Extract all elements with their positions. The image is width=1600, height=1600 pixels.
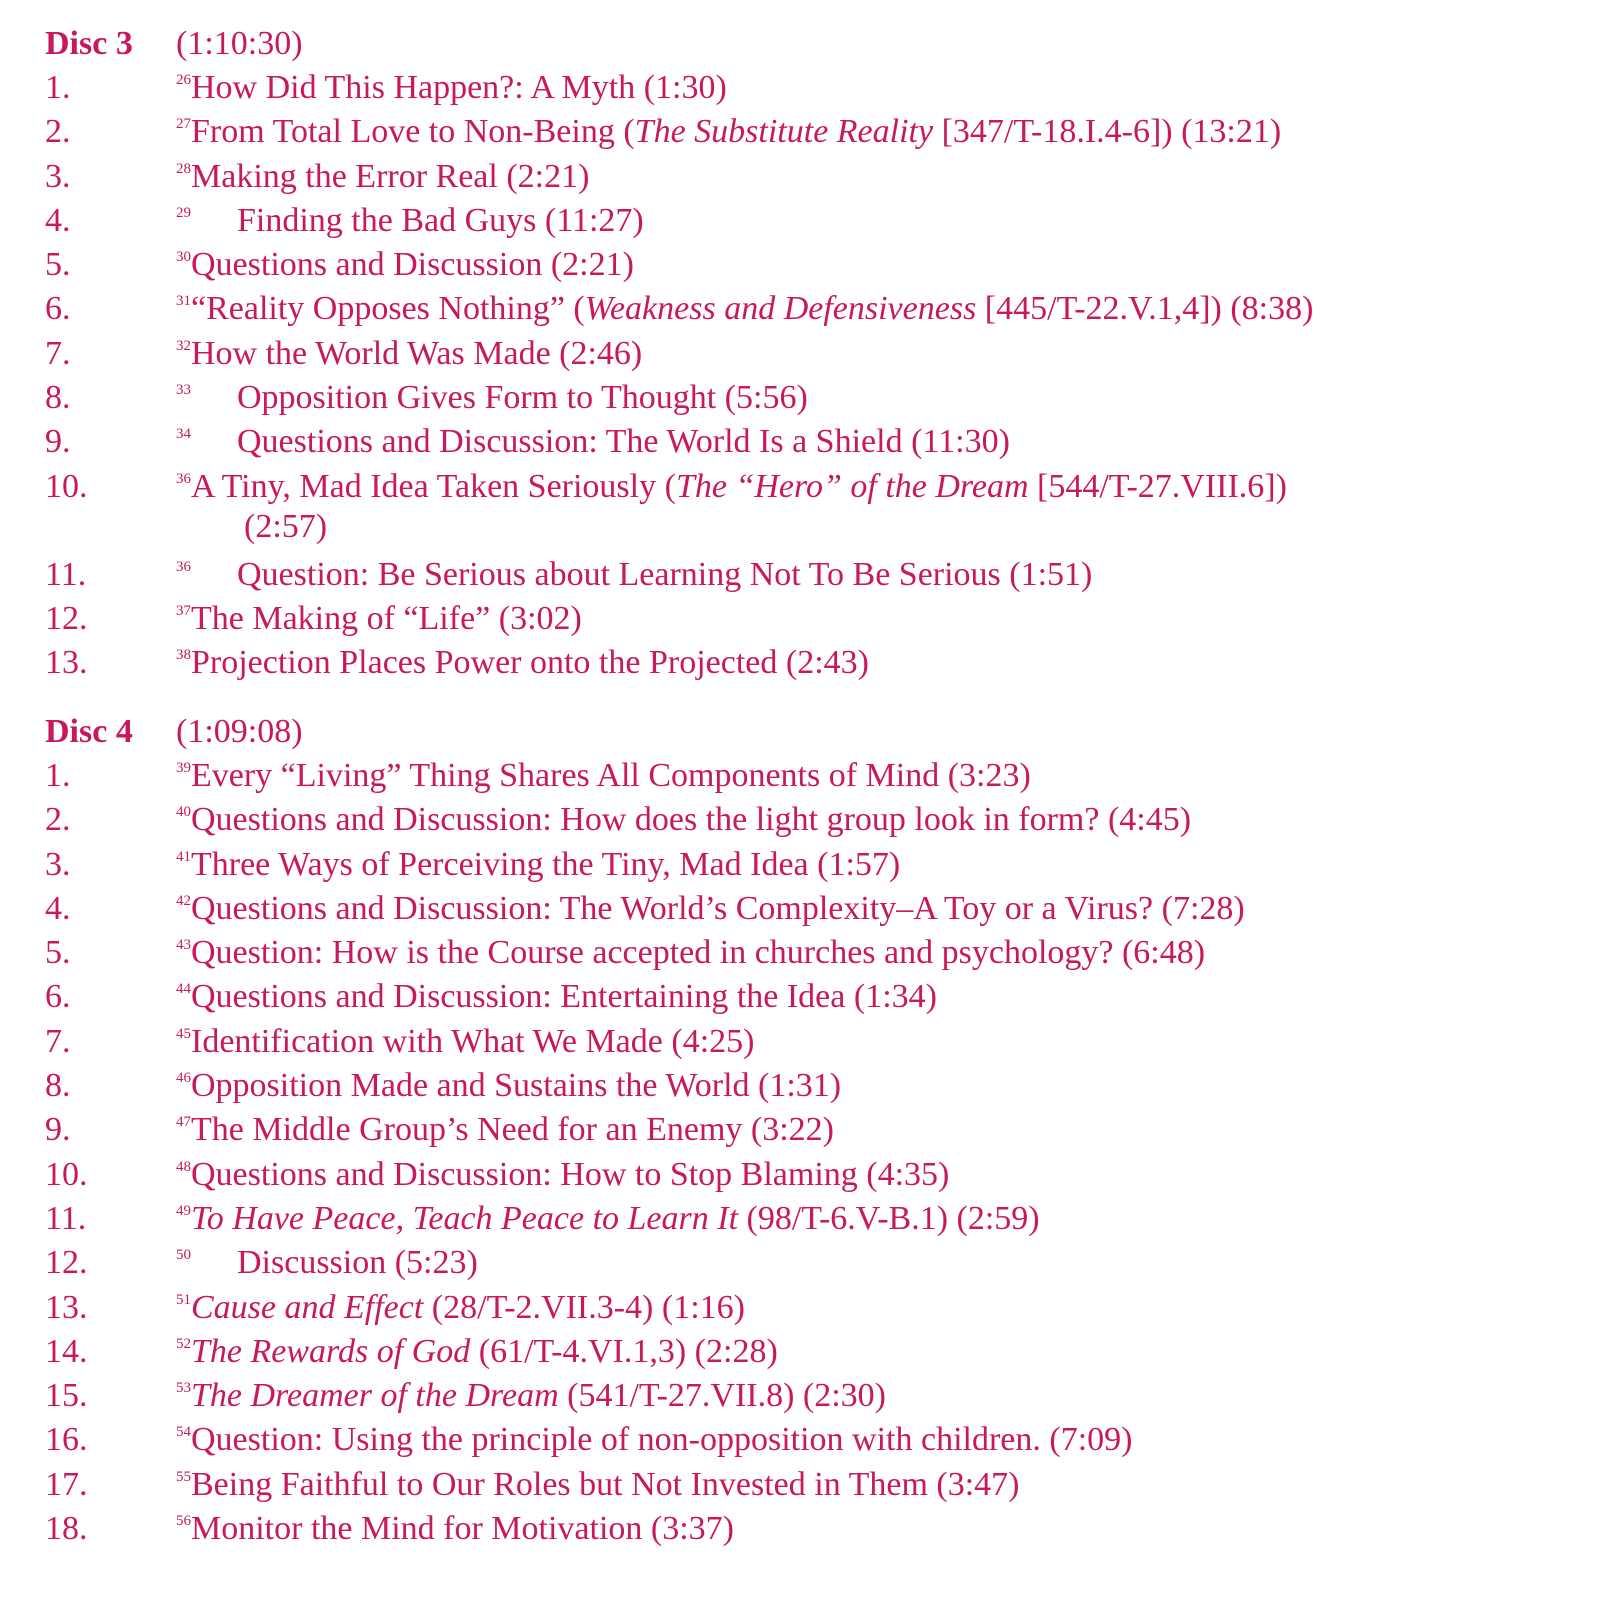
reference-number: 34 — [176, 426, 191, 443]
title-plain-before: From Total Love to Non-Being ( — [191, 113, 635, 151]
track-title — [176, 641, 869, 691]
track-row — [45, 155, 1585, 199]
track-title — [176, 1108, 834, 1158]
track-title-text — [191, 1333, 778, 1370]
track-title — [176, 1020, 754, 1070]
track-row — [45, 1463, 1585, 1507]
track-row — [45, 66, 1585, 110]
reference-number: 30 — [176, 249, 191, 266]
track-title — [176, 66, 727, 116]
title-italic: The Dreamer of the Dream — [191, 1377, 559, 1415]
track-number: 13. — [45, 644, 88, 682]
track-number: 16. — [45, 1421, 88, 1459]
track-title — [176, 155, 589, 205]
track-row — [45, 465, 1585, 553]
track-row — [45, 287, 1585, 331]
track-number: 10. — [45, 467, 88, 505]
reference-number: 42 — [176, 892, 191, 909]
track-number: 17. — [45, 1465, 88, 1503]
track-title-text — [191, 1156, 949, 1193]
reference-number: 49 — [176, 1202, 191, 1219]
track-number: 1. — [45, 69, 71, 106]
reference-number: 32 — [176, 337, 191, 354]
track-title — [176, 1463, 1020, 1513]
track-title-text — [191, 644, 869, 681]
track-number: 3. — [45, 157, 71, 195]
title-plain-before: Opposition Gives Form to Thought (5:56) — [237, 379, 808, 417]
track-title-text — [191, 1111, 834, 1148]
track-number: 4. — [45, 889, 71, 927]
reference-number: 33 — [176, 382, 191, 399]
track-title-text — [191, 69, 727, 106]
reference-number: 27 — [176, 116, 191, 133]
title-plain-before: Three Ways of Perceiving the Tiny, Mad Idea (1:57) — [191, 845, 901, 883]
track-title-text — [191, 1377, 886, 1414]
reference-number: 54 — [176, 1424, 191, 1441]
track-title — [176, 1286, 745, 1336]
track-number: 2. — [45, 113, 71, 151]
track-title — [176, 1064, 841, 1114]
track-title-text — [191, 423, 1010, 460]
title-italic: To Have Peace, Teach Peace to Learn It — [191, 1199, 739, 1237]
title-plain-after: (28/T-2.VII.3-4) (1:16) — [423, 1288, 745, 1326]
track-title-text — [191, 290, 1313, 327]
title-plain-before: Questions and Discussion: How to Stop Blaming (4:35) — [191, 1155, 950, 1193]
disc-3-header — [45, 22, 1585, 66]
reference-number: 56 — [176, 1513, 191, 1530]
title-plain-before: A Tiny, Mad Idea Taken Seriously ( — [191, 467, 676, 505]
title-italic: The Rewards of God — [191, 1332, 471, 1370]
track-number: 10. — [45, 1155, 88, 1193]
track-title-text — [191, 1200, 1040, 1237]
reference-number: 48 — [176, 1158, 191, 1175]
title-plain-before: “Reality Opposes Nothing” ( — [191, 290, 585, 328]
track-title-text — [191, 934, 1205, 971]
track-row — [45, 1286, 1585, 1330]
track-title — [176, 420, 1010, 470]
reference-number: 37 — [176, 602, 191, 619]
title-plain-before: Discussion (5:23) — [237, 1244, 478, 1282]
track-title-text — [191, 1421, 1132, 1458]
track-title-text — [191, 890, 1245, 927]
track-row — [45, 1374, 1585, 1418]
reference-number: 39 — [176, 760, 191, 776]
track-number: 13. — [45, 1288, 88, 1326]
track-title-text — [191, 1510, 734, 1547]
track-row — [45, 243, 1585, 287]
track-title-text — [191, 1289, 745, 1326]
track-title — [176, 1241, 478, 1291]
track-title — [176, 553, 1092, 603]
track-title-text — [191, 379, 808, 416]
title-plain-before: Being Faithful to Our Roles but Not Invested in Them (3:47) — [191, 1465, 1020, 1503]
title-plain-before: Question: Using the principle of non-opposition with children. (7:09) — [191, 1421, 1133, 1459]
track-title — [176, 798, 1191, 848]
track-number: 12. — [45, 599, 88, 637]
track-title — [176, 754, 1031, 804]
title-plain-after: [347/T-18.I.4-6]) (13:21) — [933, 113, 1282, 151]
track-number: 8. — [45, 1067, 71, 1105]
reference-number: 46 — [176, 1070, 191, 1087]
title-italic: The Substitute Reality — [634, 113, 934, 151]
title-italic: The “Hero” of the Dream — [675, 467, 1029, 505]
track-title — [176, 887, 1245, 937]
title-plain-before: Identification with What We Made (4:25) — [191, 1022, 755, 1060]
track-title-text — [191, 335, 642, 372]
reference-number: 29 — [176, 204, 191, 221]
title-plain-before: Questions and Discussion: How does the light group look in form? (4:45) — [191, 801, 1192, 839]
track-row — [45, 1064, 1585, 1108]
track-number: 5. — [45, 934, 71, 972]
track-title-text — [191, 978, 937, 1015]
track-row — [45, 641, 1585, 685]
reference-number: 40 — [176, 804, 191, 821]
track-title-text — [191, 801, 1191, 838]
reference-number: 50 — [176, 1247, 191, 1264]
title-plain-before: Questions and Discussion (2:21) — [191, 246, 634, 284]
track-title-text — [191, 468, 1287, 505]
track-title — [176, 843, 900, 893]
title-plain-before: Questions and Discussion: Entertaining the Idea (1:34) — [191, 978, 937, 1016]
reference-number: 43 — [176, 937, 191, 954]
track-row — [45, 597, 1585, 641]
title-plain-before: Every “Living” Thing Shares All Components of Mind (3:23) — [191, 757, 1031, 794]
track-number: 18. — [45, 1510, 88, 1548]
track-number: 6. — [45, 290, 71, 328]
track-row — [45, 843, 1585, 887]
track-title-text — [191, 1244, 478, 1281]
title-plain-before: How the World Was Made (2:46) — [191, 334, 643, 372]
title-plain-before: Question: Be Serious about Learning Not To Be Serious (1:51) — [237, 555, 1093, 593]
track-row — [45, 420, 1585, 464]
track-title — [176, 376, 808, 426]
track-number: 7. — [45, 1022, 71, 1060]
reference-number: 47 — [176, 1114, 191, 1131]
track-title — [176, 199, 644, 249]
track-number: 11. — [45, 1199, 87, 1237]
track-number: 12. — [45, 1244, 88, 1282]
track-row — [45, 199, 1585, 243]
reference-number: 44 — [176, 981, 191, 998]
disc-3-duration: (1:10:30) — [176, 25, 303, 62]
track-title — [176, 931, 1205, 981]
track-row — [45, 1330, 1585, 1374]
track-title — [176, 1197, 1040, 1247]
track-row — [45, 553, 1585, 597]
disc-3-label: Disc 3 — [45, 25, 133, 62]
track-title-text — [191, 113, 1281, 150]
track-title-text — [191, 556, 1092, 593]
reference-number: 41 — [176, 848, 191, 865]
track-row — [45, 1153, 1585, 1197]
track-title-text — [191, 1023, 754, 1060]
track-title — [176, 287, 1313, 337]
track-title-text — [191, 158, 589, 195]
reference-number: 36 — [176, 558, 191, 575]
track-title-text — [191, 757, 1031, 794]
track-number: 7. — [45, 334, 71, 372]
track-row — [45, 931, 1585, 975]
title-plain-before: The Making of “Life” (3:02) — [191, 599, 582, 637]
track-number: 5. — [45, 246, 71, 284]
disc-3-section — [45, 22, 1585, 686]
disc-4-label: Disc 4 — [45, 713, 133, 750]
disc-4-section — [45, 710, 1585, 1551]
title-plain-before: The Middle Group’s Need for an Enemy (3:22) — [191, 1111, 834, 1149]
track-row — [45, 887, 1585, 931]
reference-number: 26 — [176, 72, 191, 88]
track-title-text — [191, 600, 582, 637]
title-plain-before: Making the Error Real (2:21) — [191, 157, 590, 195]
disc-4-duration: (1:09:08) — [176, 713, 303, 750]
title-plain-before: Projection Places Power onto the Projected (2:43) — [191, 644, 869, 682]
reference-number: 53 — [176, 1380, 191, 1397]
title-plain-after: (541/T-27.VII.8) (2:30) — [558, 1377, 887, 1415]
track-title — [176, 110, 1281, 160]
title-italic: Cause and Effect — [191, 1288, 424, 1326]
title-plain-before: How Did This Happen?: A Myth (1:30) — [191, 69, 727, 106]
track-row — [45, 110, 1585, 154]
title-plain-before: Questions and Discussion: The World Is a Shield (11:30) — [237, 423, 1010, 461]
title-italic: Weakness and Defensiveness — [584, 290, 977, 328]
track-row — [45, 1108, 1585, 1152]
reference-number: 45 — [176, 1025, 191, 1042]
disc-3-track-list — [45, 66, 1585, 686]
track-number: 15. — [45, 1377, 88, 1415]
title-plain-before: Finding the Bad Guys (11:27) — [237, 201, 644, 239]
track-number: 14. — [45, 1332, 88, 1370]
title-plain-before: Question: How is the Course accepted in churches and psychology? (6:48) — [191, 934, 1206, 972]
track-title-text — [191, 846, 900, 883]
track-title-continuation: (2:57) — [244, 507, 328, 545]
track-row — [45, 975, 1585, 1019]
track-row — [45, 1197, 1585, 1241]
track-title — [176, 1153, 949, 1203]
track-row — [45, 1418, 1585, 1462]
title-plain-before: Questions and Discussion: The World’s Complexity–A Toy or a Virus? (7:28) — [191, 889, 1245, 927]
track-row — [45, 754, 1585, 798]
reference-number: 36 — [176, 470, 191, 487]
track-number: 8. — [45, 379, 71, 417]
track-title — [176, 332, 642, 382]
track-title-text — [191, 202, 644, 239]
track-title — [176, 1374, 886, 1424]
track-row — [45, 798, 1585, 842]
track-title-text — [191, 1067, 841, 1104]
title-plain-after: (98/T-6.V-B.1) (2:59) — [738, 1199, 1040, 1237]
track-number: 9. — [45, 1111, 71, 1149]
track-row — [45, 1241, 1585, 1285]
title-plain-after: [544/T-27.VIII.6]) — [1028, 467, 1287, 505]
track-title — [176, 465, 1287, 515]
track-number: 9. — [45, 423, 71, 461]
reference-number: 55 — [176, 1468, 191, 1485]
track-row — [45, 376, 1585, 420]
track-title — [176, 597, 582, 647]
disc-4-track-list — [45, 754, 1585, 1551]
track-number: 4. — [45, 201, 71, 239]
track-title — [176, 1330, 778, 1380]
reference-number: 52 — [176, 1335, 191, 1352]
track-title — [176, 1507, 734, 1557]
track-number: 11. — [45, 555, 87, 593]
reference-number: 51 — [176, 1291, 191, 1308]
track-number: 6. — [45, 978, 71, 1016]
track-title — [176, 243, 634, 293]
title-plain-after: [445/T-22.V.1,4]) (8:38) — [976, 290, 1314, 328]
track-row — [45, 332, 1585, 376]
track-row — [45, 1020, 1585, 1064]
track-title-text — [191, 1466, 1020, 1503]
reference-number: 31 — [176, 293, 191, 310]
title-plain-before: Opposition Made and Sustains the World (1:31) — [191, 1067, 842, 1105]
track-number: 2. — [45, 801, 71, 839]
reference-number: 38 — [176, 647, 191, 664]
track-number: 3. — [45, 845, 71, 883]
disc-4-header — [45, 710, 1585, 754]
track-row — [45, 1507, 1585, 1551]
track-number: 1. — [45, 757, 71, 794]
track-title — [176, 1418, 1132, 1468]
track-title — [176, 975, 937, 1025]
title-plain-before: Monitor the Mind for Motivation (3:37) — [191, 1510, 735, 1548]
track-title-text — [191, 246, 634, 283]
reference-number: 28 — [176, 160, 191, 177]
title-plain-after: (61/T-4.VI.1,3) (2:28) — [470, 1332, 778, 1370]
